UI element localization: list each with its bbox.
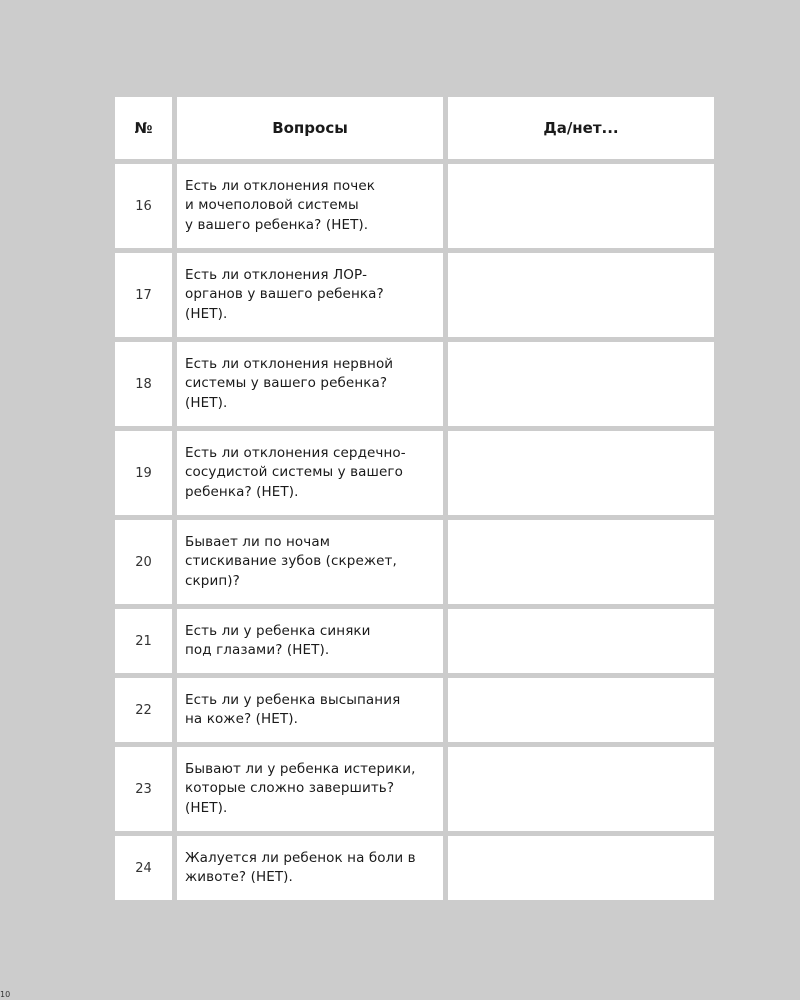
answer-cell[interactable]: [448, 253, 714, 337]
row-number: 24: [115, 836, 172, 900]
header-number: №: [115, 97, 172, 159]
row-question: Есть ли отклонения сердечно- сосудистой системы у вашего ребенка? (НЕТ).: [177, 431, 443, 515]
row-number: 19: [115, 431, 172, 515]
row-question: Бывают ли у ребенка истерики, которые сложно завершить? (НЕТ).: [177, 747, 443, 831]
row-number: 21: [115, 609, 172, 673]
answer-cell[interactable]: [448, 678, 714, 742]
row-question: Бывает ли по ночам стискивание зубов (скрежет, скрип)?: [177, 520, 443, 604]
answer-cell[interactable]: [448, 747, 714, 831]
row-number: 17: [115, 253, 172, 337]
questionnaire-table: [115, 97, 713, 900]
row-question: Есть ли у ребенка высыпания на коже? (НЕТ).: [177, 678, 443, 742]
row-number: 22: [115, 678, 172, 742]
answer-cell[interactable]: [448, 164, 714, 248]
answer-cell[interactable]: [448, 520, 714, 604]
row-question: Жалуется ли ребенок на боли в животе? (НЕТ).: [177, 836, 443, 900]
row-question: Есть ли отклонения ЛОР- органов у вашего ребенка? (НЕТ).: [177, 253, 443, 337]
header-questions: Вопросы: [177, 97, 443, 159]
answer-cell[interactable]: [448, 609, 714, 673]
row-question: Есть ли у ребенка синяки под глазами? (НЕТ).: [177, 609, 443, 673]
row-number: 18: [115, 342, 172, 426]
answer-cell[interactable]: [448, 342, 714, 426]
row-number: 20: [115, 520, 172, 604]
row-number: 16: [115, 164, 172, 248]
row-question: Есть ли отклонения нервной системы у вашего ребенка? (НЕТ).: [177, 342, 443, 426]
answer-cell[interactable]: [448, 431, 714, 515]
header-answer: Да/нет...: [448, 97, 714, 159]
answer-cell[interactable]: [448, 836, 714, 900]
row-number: 23: [115, 747, 172, 831]
page-number: 10: [0, 990, 11, 999]
row-question: Есть ли отклонения почек и мочеполовой системы у вашего ребенка? (НЕТ).: [177, 164, 443, 248]
